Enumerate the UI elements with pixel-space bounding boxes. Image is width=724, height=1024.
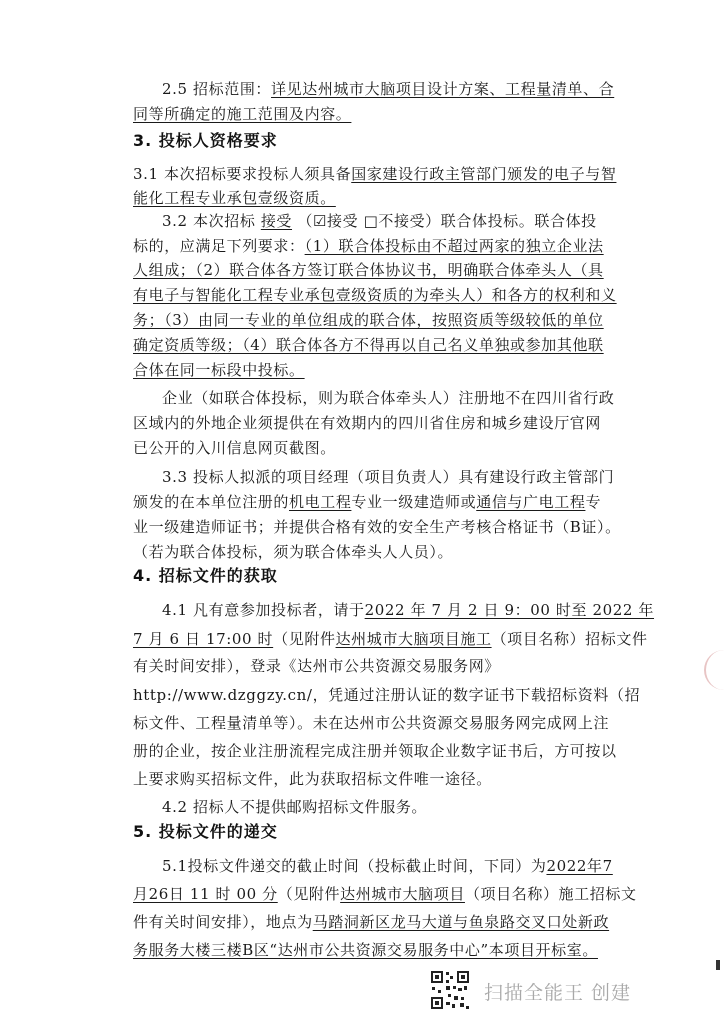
section-3-1-line-2: 能化工程专业承包壹级资质。 xyxy=(133,189,336,207)
section-3-1-line-1: 3.1 本次招标要求投标人须具备国家建设行政主管部门颁发的电子与智 xyxy=(133,165,617,183)
stamp-fragment xyxy=(704,650,724,690)
section-3-2-line-6: 确定资质等级；（4）联合体各方不得再以自己名义单独或参加其他联 xyxy=(133,336,604,354)
scanner-watermark: 扫描全能王 创建 xyxy=(484,982,632,1004)
section-5-1-line-4: 务服务大楼三楼B区“达州市公共资源交易服务中心”本项目开标室。 xyxy=(133,941,598,959)
enterprise-line-1: 企业（如联合体投标，则为联合体牵头人）注册地不在四川省行政 xyxy=(162,389,615,407)
section-4-1-line-7: 上要求购买招标文件，此为获取招标文件唯一途径。 xyxy=(133,770,492,788)
qr-code-icon xyxy=(430,970,470,1010)
section-3-2-line-1: 3.2 本次招标 接受 （☑接受 □不接受）联合体投标。联合体投 xyxy=(162,212,597,230)
section-3-3-line-4: （若为联合体投标，须为联合体牵头人人员）。 xyxy=(133,543,454,561)
section-3-2-line-5: 务；（3）由同一专业的单位组成的联合体，按照资质等级较低的单位 xyxy=(133,311,604,329)
section-5-heading: 5. 投标文件的递交 xyxy=(133,822,278,841)
section-3-2-line-2: 标的，应满足下列要求：（1）联合体投标由不超过两家的独立企业法 xyxy=(133,237,604,255)
section-3-2-line-3: 人组成；（2）联合体各方签订联合体协议书，明确联合体牵头人（具 xyxy=(133,261,604,279)
section-4-1-line-5: 标文件、工程量清单等）。未在达州市公共资源交易服务网完成网上注 xyxy=(133,714,610,732)
section-2-5-line-2: 同等所确定的施工范围及内容。 xyxy=(133,105,352,123)
section-3-3-line-3: 业一级建造师证书；并提供合格有效的安全生产考核合格证书（B证）。 xyxy=(133,518,621,536)
section-3-2-line-7: 合体在同一标段中投标。 xyxy=(133,361,305,379)
scan-edge-mark xyxy=(716,960,720,970)
section-2-5-line-1: 2.5 招标范围：详见达州城市大脑项目设计方案、工程量清单、合 xyxy=(162,80,615,98)
section-4-2: 4.2 招标人不提供邮购招标文件服务。 xyxy=(162,798,428,816)
section-4-1-line-6: 册的企业，按企业注册流程完成注册并领取企业数字证书后，方可按以 xyxy=(133,742,617,760)
section-3-3-line-2: 颁发的在本单位注册的机电工程专业一级建造师或通信与广电工程专 xyxy=(133,493,602,511)
section-3-3-line-1: 3.3 投标人拟派的项目经理（项目负责人）具有建设行政主管部门 xyxy=(162,468,615,486)
section-4-heading: 4. 招标文件的获取 xyxy=(133,566,278,585)
enterprise-line-2: 区域内的外地企业须提供在有效期内的四川省住房和城乡建设厅官网 xyxy=(133,414,602,432)
section-5-1-line-3: 件有关时间安排），地点为马踏洞新区龙马大道与鱼泉路交叉口处新政 xyxy=(133,913,610,931)
section-3-2-line-4: 有电子与智能化工程专业承包壹级资质的为牵头人）和各方的权利和义 xyxy=(133,286,617,304)
section-4-1-line-2: 7 月 6 日 17:00 时（见附件达州城市大脑项目施工（项目名称）招标文件 xyxy=(133,630,648,648)
enterprise-line-3: 已公开的入川信息网页截图。 xyxy=(133,439,336,457)
section-3-heading: 3. 投标人资格要求 xyxy=(133,131,278,150)
section-5-1-line-2: 月26日 11 时 00 分（见附件达州城市大脑项目（项目名称）施工招标文 xyxy=(133,885,637,903)
section-4-1-line-4: http://www.dzggzy.cn/，凭通过注册认证的数字证书下载招标资料（招 xyxy=(133,686,641,704)
section-5-1-line-1: 5.1投标文件递交的截止时间（投标截止时间，下同）为2022年7 xyxy=(162,857,613,875)
section-4-1-line-3: 有关时间安排），登录《达州市公共资源交易服务网》 xyxy=(133,657,500,675)
section-4-1-line-1: 4.1 凡有意参加投标者，请于2022 年 7 月 2 日 9：00 时至 2022 年 xyxy=(162,601,655,619)
